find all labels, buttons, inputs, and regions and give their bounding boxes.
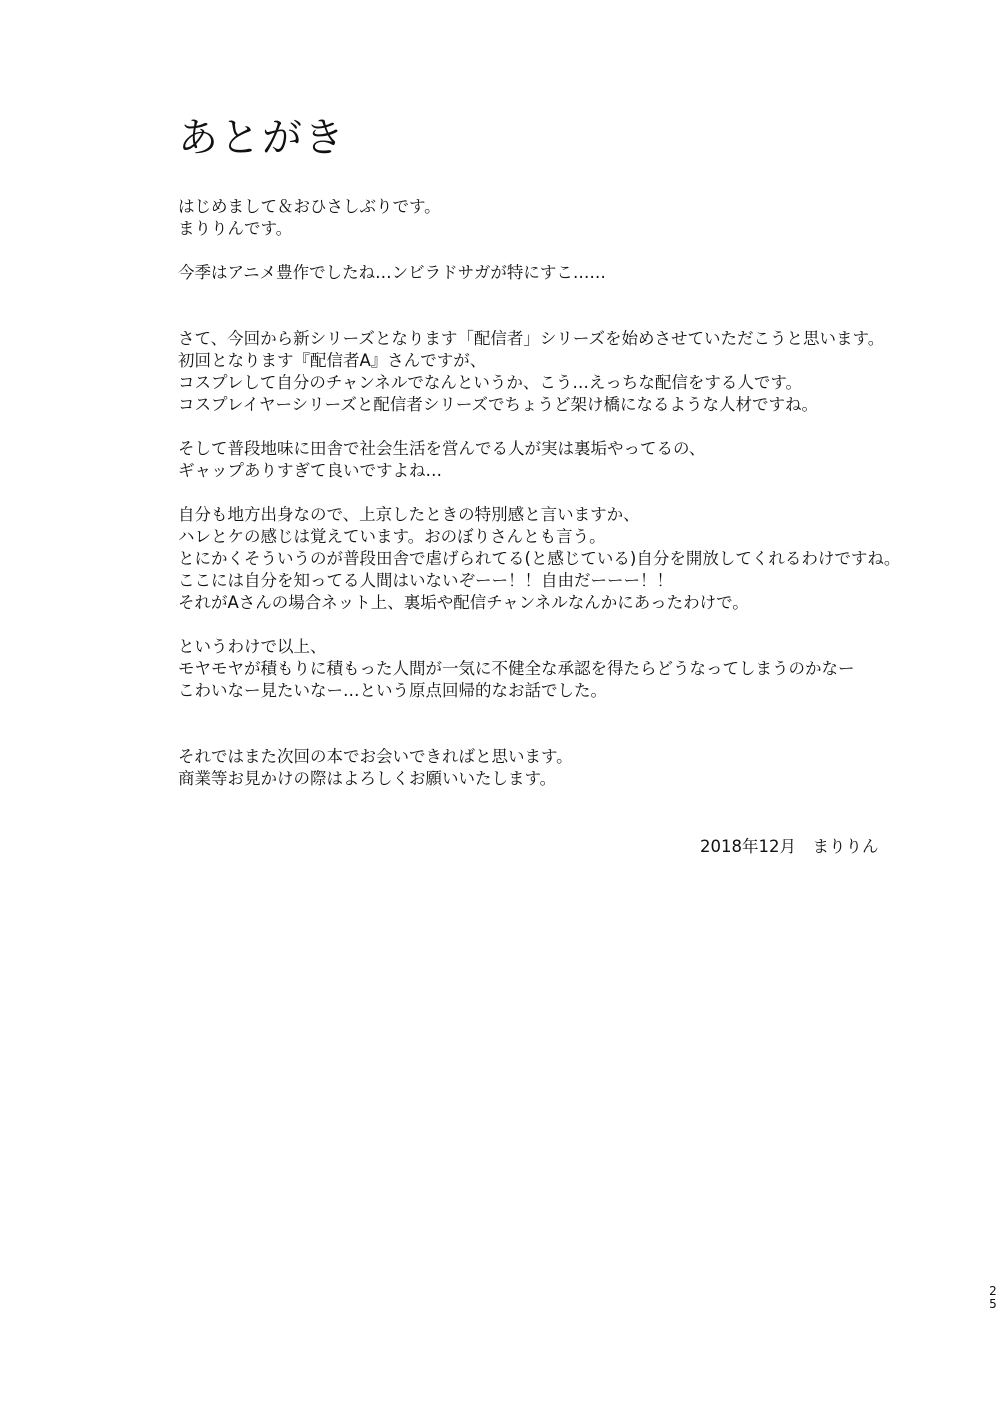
paragraph-greeting bbox=[178, 196, 918, 240]
text-line: それではまた次回の本でお会いできればと思います。 bbox=[178, 747, 573, 766]
text-line: はじめまして＆おひさしぶりです。 bbox=[178, 197, 441, 216]
text-line: まりりんです。 bbox=[178, 219, 293, 238]
paragraph-conclusion bbox=[178, 636, 918, 702]
afterword-body bbox=[178, 196, 918, 790]
text-line: そして普段地味に田舎で社会生活を営んでる人が実は裏垢やってるの、 bbox=[178, 439, 706, 458]
text-line: こわいなー見たいなー…という原点回帰的なお話でした。 bbox=[178, 681, 607, 700]
paragraph-gap bbox=[178, 438, 918, 482]
text-line: コスプレイヤーシリーズと配信者シリーズでちょうど架け橋になるような人材ですね。 bbox=[178, 395, 819, 414]
text-line: 自分も地方出身なので、上京したときの特別感と言いますか、 bbox=[178, 505, 640, 524]
text-line: 初回となります『配信者A』さんですが、 bbox=[178, 351, 487, 370]
text-line: モヤモヤが積もりに積もった人間が一気に不健全な承認を得たらどうなってしまうのかなー bbox=[178, 659, 855, 678]
page-title: あとがき bbox=[178, 115, 346, 161]
text-line: ギャップありすぎて良いですよね… bbox=[178, 461, 442, 480]
text-line: ここには自分を知ってる人間はいないぞーー！！自由だーーー！！ bbox=[178, 571, 673, 590]
text-line: というわけで以上、 bbox=[178, 637, 327, 656]
text-line: コスプレして自分のチャンネルでなんというか、こう…えっちな配信をする人です。 bbox=[178, 373, 803, 392]
text-line: 商業等お見かけの際はよろしくお願いいたします。 bbox=[178, 769, 557, 788]
paragraph-anime bbox=[178, 262, 918, 284]
text-line: とにかくそういうのが普段田舎で虐げられてる(と感じている)自分を開放してくれるわけですね。 bbox=[178, 549, 901, 568]
text-line: さて、今回から新シリーズとなります「配信者」シリーズを始めさせていただこうと思います。 bbox=[178, 329, 885, 348]
page-number: 25 bbox=[989, 1284, 997, 1311]
paragraph-closing bbox=[178, 746, 918, 790]
paragraph-hometown bbox=[178, 504, 918, 614]
signature: 2018年12月 まりりん bbox=[700, 837, 879, 856]
text-line: 今季はアニメ豊作でしたね…ンビラドサガが特にすこ…… bbox=[178, 263, 606, 282]
paragraph-new-series bbox=[178, 328, 918, 416]
text-line: それがAさんの場合ネット上、裏垢や配信チャンネルなんかにあったわけで。 bbox=[178, 593, 749, 612]
text-line: ハレとケの感じは覚えています。おのぼりさんとも言う。 bbox=[178, 527, 606, 546]
